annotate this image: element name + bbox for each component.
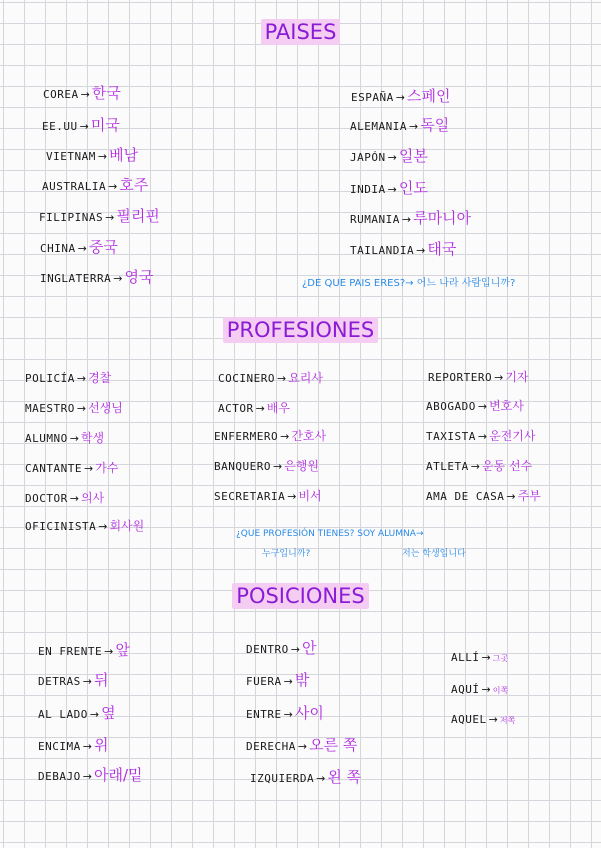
spanish-text: SECRETARIA: [214, 490, 286, 503]
korean-text: 위: [93, 736, 109, 754]
vocab-item: [246, 640, 316, 656]
vocab-item: [38, 767, 143, 783]
vocab-item: [25, 459, 118, 475]
korean-text: 요리사: [288, 371, 323, 385]
vocab-item: [350, 210, 471, 226]
vocab-item: [426, 487, 541, 503]
arrow-icon: →: [477, 400, 488, 413]
vocab-item: [451, 680, 508, 696]
arrow-icon: →: [506, 490, 516, 503]
spanish-text: ALUMNO: [25, 432, 68, 445]
spanish-text: ENTRE: [246, 708, 282, 721]
spanish-text: ENCIMA: [38, 740, 81, 753]
korean-text: 의사: [80, 491, 105, 505]
arrow-icon: →: [79, 120, 89, 133]
text: →: [415, 529, 424, 539]
vocab-item: [350, 241, 456, 257]
vocab-item: [25, 429, 104, 445]
spanish-text: CANTANTE: [25, 462, 82, 475]
spanish-text: TAILANDIA: [350, 244, 415, 257]
arrow-icon: →: [108, 180, 118, 193]
vocab-item: [350, 117, 449, 133]
arrow-icon: →: [408, 120, 419, 133]
korean-text: 학생: [80, 431, 105, 445]
section-title-posiciones: [0, 584, 601, 608]
vocab-item: [451, 710, 515, 726]
vocab-item: [25, 399, 123, 415]
vocab-item: [218, 369, 323, 385]
spanish-text: DENTRO: [246, 643, 289, 656]
korean-text: 일본: [398, 147, 428, 165]
spanish-text: VIETNAM: [46, 150, 96, 163]
spanish-text: DOCTOR: [25, 492, 68, 505]
korean-text: 운전기사: [489, 429, 536, 443]
arrow-icon: →: [113, 272, 123, 285]
vocab-item: [38, 737, 108, 753]
arrow-icon: →: [416, 244, 426, 257]
spanish-text: POLICÍA: [25, 372, 75, 385]
vocab-item: [350, 148, 428, 164]
korean-text: 밖: [294, 671, 310, 689]
spanish-text: OFICINISTA: [25, 520, 97, 533]
korean-text: 기자: [505, 370, 529, 384]
spanish-text: JAPÓN: [350, 151, 386, 164]
spanish-text: TAXISTA: [426, 430, 476, 443]
arrow-icon: →: [82, 740, 92, 753]
arrow-icon: →: [105, 211, 115, 224]
korean-text: 호주: [119, 176, 149, 194]
arrow-icon: →: [481, 651, 491, 664]
text: 저는 학생입니다: [402, 549, 466, 559]
example-question-ko: [262, 550, 310, 559]
spanish-text: COREA: [43, 88, 79, 101]
arrow-icon: →: [477, 430, 488, 443]
korean-text: 뒤: [93, 671, 109, 689]
arrow-icon: →: [290, 643, 300, 656]
spanish-text: ALEMANIA: [350, 120, 407, 133]
vocab-item: [246, 672, 309, 688]
arrow-icon: →: [387, 183, 397, 196]
text: ¿DE QUE PAIS ERES?: [302, 278, 406, 289]
spanish-text: ACTOR: [218, 402, 254, 415]
korean-text: 경찰: [88, 371, 112, 385]
korean-text: 미국: [90, 116, 120, 134]
arrow-icon: →: [387, 151, 397, 164]
korean-text: 앞: [115, 641, 130, 659]
example-question-es: [236, 530, 423, 539]
vocab-item: [250, 769, 361, 785]
korean-text: 태국: [427, 240, 457, 258]
vocab-item: [214, 427, 326, 443]
arrow-icon: →: [69, 432, 79, 445]
spanish-text: RUMANIA: [350, 213, 400, 226]
arrow-icon: →: [83, 462, 94, 475]
korean-text: 이쪽: [492, 686, 509, 695]
section-title-profesiones: [0, 318, 601, 342]
korean-text: 독일: [420, 116, 450, 134]
text: ¿QUE PROFESIÓN TIENES?: [236, 529, 355, 539]
vocab-item: [451, 648, 508, 664]
korean-text: 회사원: [109, 519, 145, 533]
arrow-icon: →: [470, 460, 480, 473]
arrow-icon: →: [481, 683, 491, 696]
spanish-text: ESPAÑA: [351, 91, 394, 104]
arrow-icon: →: [272, 460, 283, 473]
arrow-icon: →: [104, 645, 114, 658]
korean-text: 주부: [517, 489, 541, 503]
vocab-item: [46, 147, 138, 163]
text: 누구입니까?: [262, 549, 311, 559]
arrow-icon: →: [255, 402, 265, 415]
spanish-text: INDIA: [350, 183, 386, 196]
korean-text: 베남: [109, 146, 139, 164]
korean-text: 인도: [398, 179, 428, 197]
korean-text: 그곳: [492, 654, 509, 663]
spanish-text: CHINA: [40, 242, 76, 255]
korean-text: 간호사: [291, 429, 327, 443]
vocab-item: [218, 399, 290, 415]
vocab-item: [426, 427, 535, 443]
spanish-text: AMA DE CASA: [426, 490, 505, 503]
arrow-icon: →: [82, 770, 92, 783]
vocab-item: [40, 269, 153, 285]
text: POSICIONES: [232, 583, 368, 609]
vocab-item: [38, 642, 130, 658]
korean-text: 선생님: [88, 401, 123, 415]
text: →: [405, 278, 414, 289]
example-answer-ko: [402, 550, 466, 559]
vocab-item: [214, 487, 322, 503]
vocab-item: [214, 457, 319, 473]
arrow-icon: →: [69, 492, 79, 505]
vocab-item: [38, 672, 108, 688]
arrow-icon: →: [488, 713, 498, 726]
arrow-icon: →: [98, 520, 108, 533]
vocab-item: [428, 368, 529, 384]
korean-text: 변호사: [489, 399, 524, 413]
spanish-text: ATLETA: [426, 460, 469, 473]
korean-text: 영국: [124, 268, 154, 286]
vocab-item: [426, 397, 524, 413]
vocab-item: [25, 517, 144, 533]
spanish-text: BANQUERO: [214, 460, 271, 473]
vocab-item: [38, 705, 116, 721]
korean-text: 사이: [294, 704, 324, 722]
korean-text: 배우: [266, 401, 291, 415]
vocab-item: [42, 117, 120, 133]
spanish-text: MAESTRO: [25, 402, 75, 415]
arrow-icon: →: [80, 88, 90, 101]
arrow-icon: →: [97, 150, 108, 163]
text: 어느 나라 사람입니까?: [416, 278, 516, 289]
vocab-item: [351, 88, 450, 104]
text: PAISES: [261, 19, 341, 45]
arrow-icon: →: [283, 708, 293, 721]
spanish-text: AL LADO: [38, 708, 88, 721]
arrow-icon: →: [401, 213, 412, 226]
korean-text: 아래/밑: [93, 766, 143, 784]
korean-text: 중국: [88, 238, 118, 256]
spanish-text: FUERA: [246, 675, 282, 688]
spanish-text: FILIPINAS: [39, 211, 104, 224]
arrow-icon: →: [280, 430, 290, 443]
arrow-icon: →: [76, 372, 87, 385]
spanish-text: DERECHA: [246, 740, 296, 753]
arrow-icon: →: [494, 371, 504, 384]
korean-text: 안: [301, 639, 317, 657]
example-question: [302, 279, 515, 289]
arrow-icon: →: [316, 772, 326, 785]
vocab-item: [25, 489, 104, 505]
spanish-text: ALLÍ: [451, 651, 480, 664]
korean-text: 한국: [91, 84, 121, 102]
korean-text: 스페인: [406, 87, 451, 105]
vocab-item: [350, 180, 428, 196]
arrow-icon: →: [82, 675, 92, 688]
vocab-item: [43, 85, 121, 101]
spanish-text: ENFERMERO: [214, 430, 279, 443]
spanish-text: DEBAJO: [38, 770, 81, 783]
spanish-text: DETRAS: [38, 675, 81, 688]
spanish-text: EN FRENTE: [38, 645, 103, 658]
spanish-text: AQUEL: [451, 713, 487, 726]
spanish-text: INGLATERRA: [40, 272, 112, 285]
vocab-item: [25, 369, 111, 385]
arrow-icon: →: [287, 490, 297, 503]
korean-text: 옆: [101, 704, 116, 722]
vocab-item: [246, 737, 357, 753]
text: SOY ALUMNA: [357, 529, 416, 539]
korean-text: 왼 쪽: [327, 768, 362, 786]
korean-text: 오른 쪽: [309, 736, 358, 754]
section-title-paises: [0, 20, 601, 44]
text: PROFESIONES: [223, 317, 379, 343]
spanish-text: AUSTRALIA: [42, 180, 107, 193]
arrow-icon: →: [76, 402, 87, 415]
arrow-icon: →: [77, 242, 87, 255]
vocab-item: [42, 177, 148, 193]
arrow-icon: →: [297, 740, 308, 753]
vocab-item: [426, 457, 532, 473]
spanish-text: EE.UU: [42, 120, 78, 133]
spanish-text: ABOGADO: [426, 400, 476, 413]
korean-text: 필리핀: [116, 207, 160, 225]
korean-text: 루마니아: [413, 209, 472, 227]
arrow-icon: →: [283, 675, 293, 688]
vocab-item: [40, 239, 118, 255]
arrow-icon: →: [89, 708, 100, 721]
spanish-text: REPORTERO: [428, 371, 493, 384]
korean-text: 운동 선수: [481, 459, 533, 473]
korean-text: 은행원: [284, 459, 319, 473]
korean-text: 가수: [95, 461, 119, 475]
korean-text: 저쪽: [499, 716, 516, 725]
arrow-icon: →: [276, 372, 287, 385]
spanish-text: AQUÍ: [451, 683, 480, 696]
korean-text: 비서: [298, 489, 322, 503]
arrow-icon: →: [395, 91, 405, 104]
spanish-text: IZQUIERDA: [250, 772, 315, 785]
vocab-item: [246, 705, 324, 721]
vocab-item: [39, 208, 160, 224]
spanish-text: COCINERO: [218, 372, 275, 385]
